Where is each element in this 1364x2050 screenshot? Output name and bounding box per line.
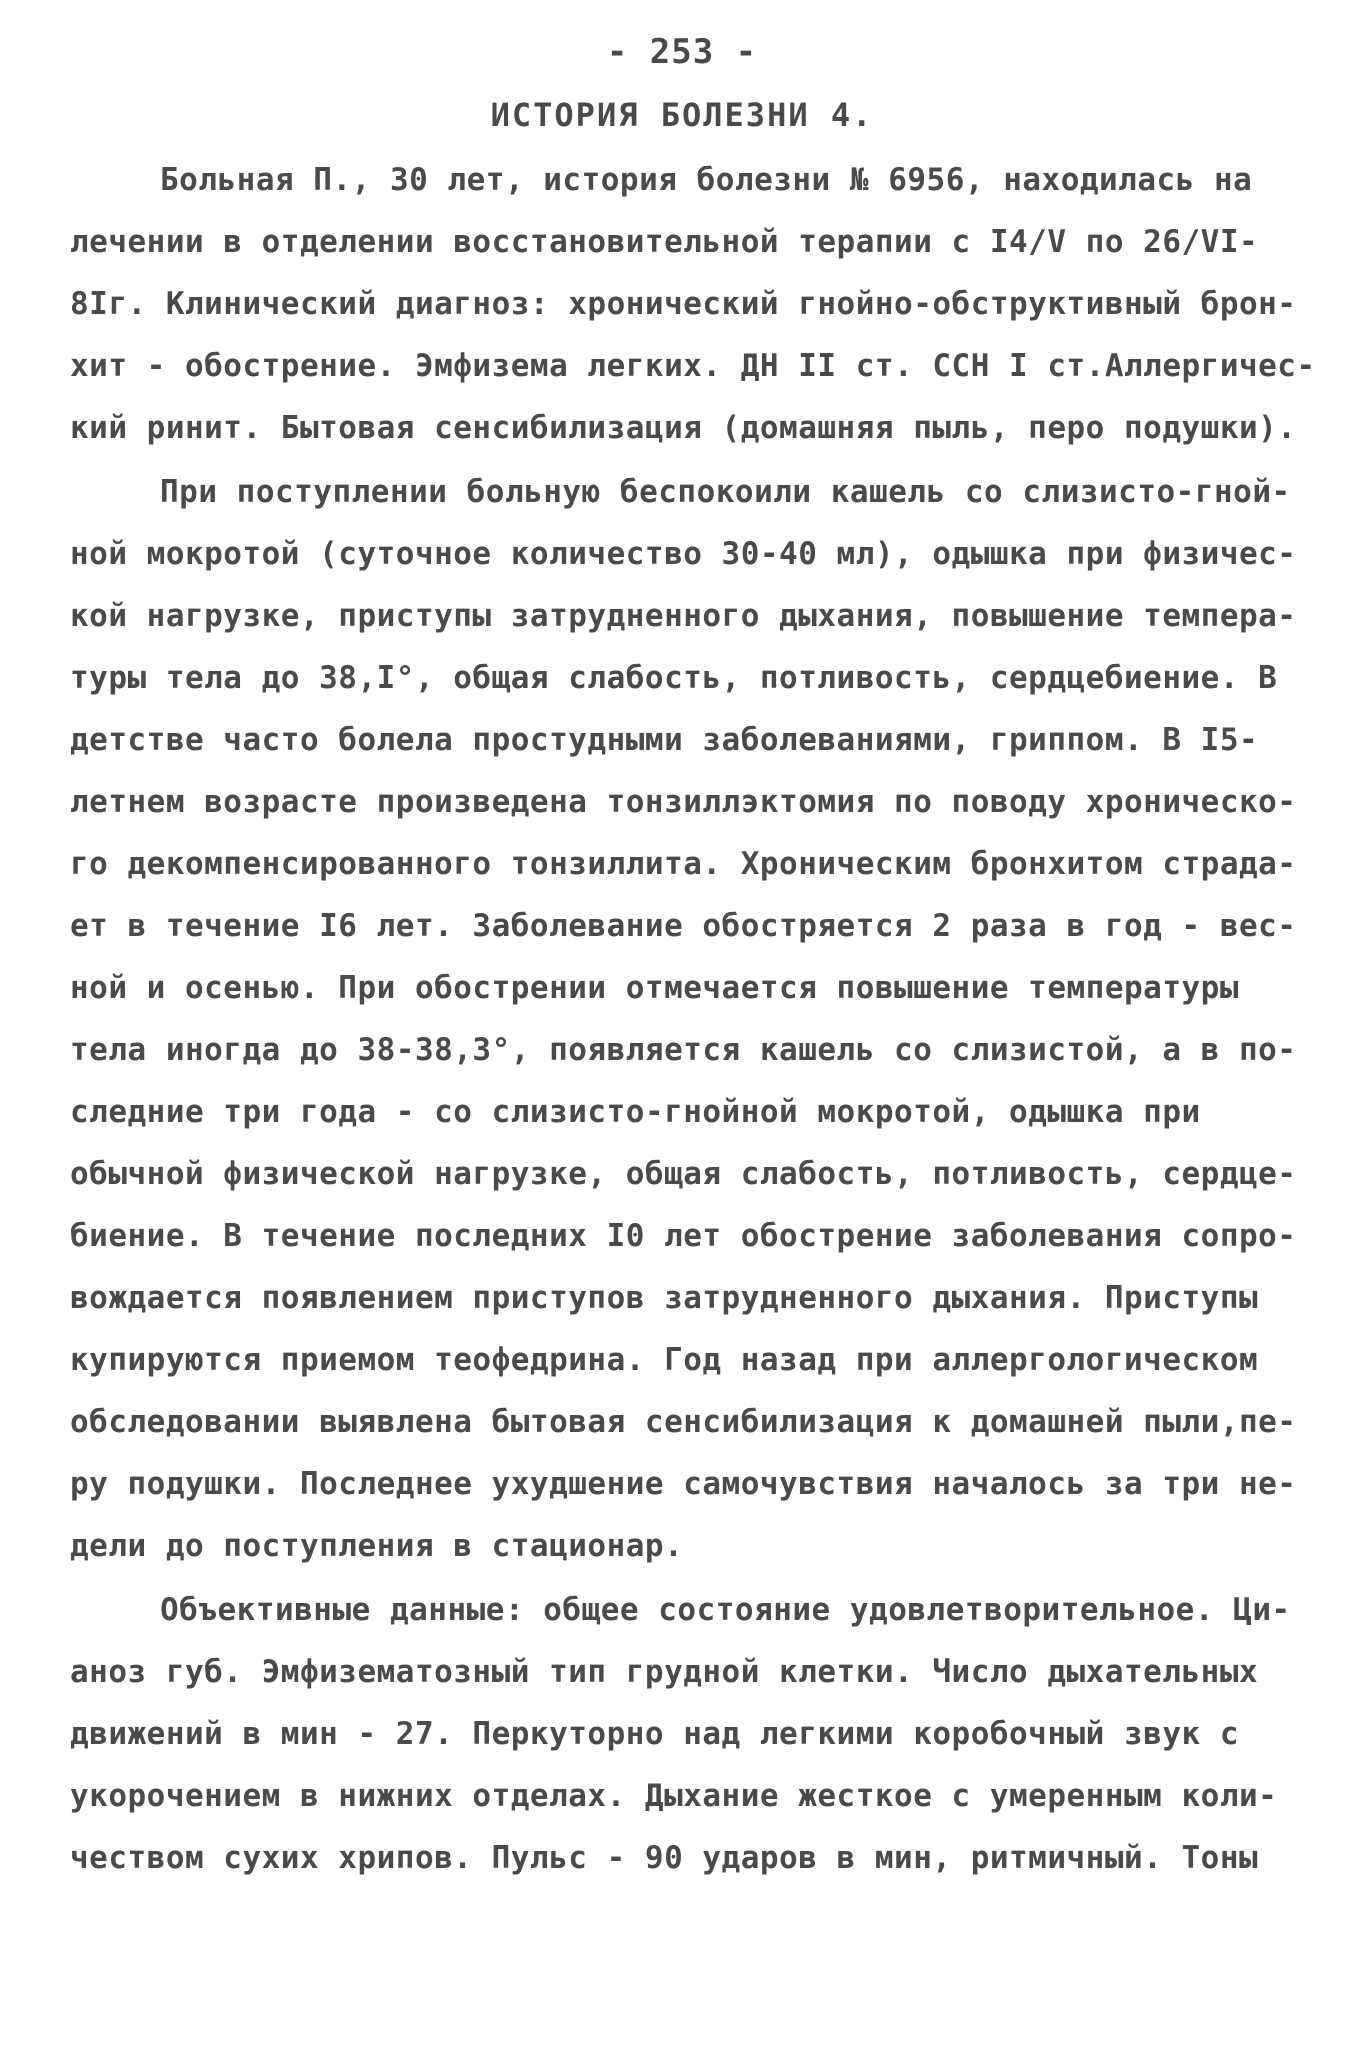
paragraph-3-line-4: укорочением в нижних отделах. Дыхание жесткое с умеренным коли- [70,1778,1278,1814]
page-number: - 253 - [606,32,758,72]
paragraph-1-line-4: хит - обострение. Эмфизема легких. ДН II ст. ССН I ст.Аллергичес- [70,348,1316,384]
paragraph-2-line-17: ру подушки. Последнее ухудшение самочувствия началось за три не- [70,1466,1297,1502]
paragraph-2-line-5: детстве часто болела простудными заболеваниями, гриппом. В I5- [70,722,1259,758]
case-heading: ИСТОРИЯ БОЛЕЗНИ 4. [490,96,874,134]
paragraph-2-line-16: обследовании выявлена бытовая сенсибилизация к домашней пыли,пе- [70,1404,1297,1440]
paragraph-3-line-5: чеством сухих хрипов. Пульс - 90 ударов в мин, ритмичный. Тоны [70,1840,1259,1876]
paragraph-3-line-3: движений в мин - 27. Перкуторно над легкими коробочный звук с [70,1716,1239,1752]
paragraph-2-line-11: следние три года - со слизисто-гнойной мокротой, одышка при [70,1094,1201,1130]
paragraph-2-line-14: вождается появлением приступов затрудненного дыхания. Приступы [70,1280,1259,1316]
paragraph-1-line-2: лечении в отделении восстановительной терапии с I4/V по 26/VI- [70,224,1259,260]
paragraph-1-line-1: Больная П., 30 лет, история болезни № 6956, находилась на [160,162,1253,198]
paragraph-3-line-1: Объективные данные: общее состояние удовлетворительное. Ци- [160,1592,1291,1628]
paragraph-2-line-9: ной и осенью. При обострении отмечается повышение температуры [70,970,1239,1006]
paragraph-1-line-3: 8Iг. Клинический диагноз: хронический гнойно-обструктивный брон- [70,286,1297,322]
paragraph-3-line-2: аноз губ. Эмфизематозный тип грудной клетки. Число дыхательных [70,1654,1259,1690]
paragraph-2-line-18: дели до поступления в стационар. [70,1528,684,1564]
paragraph-2-line-10: тела иногда до 38-38,3°, появляется кашель со слизистой, а в по- [70,1032,1297,1068]
paragraph-2-line-12: обычной физической нагрузке, общая слабость, потливость, сердце- [70,1156,1297,1192]
paragraph-2-line-1: При поступлении больную беспокоили кашель со слизисто-гной- [160,474,1291,510]
paragraph-2-line-4: туры тела до 38,I°, общая слабость, потливость, сердцебиение. В [70,660,1278,696]
paragraph-2-line-6: летнем возрасте произведена тонзиллэктомия по поводу хроническо- [70,784,1297,820]
paragraph-2-line-13: биение. В течение последних I0 лет обострение заболевания сопро- [70,1218,1297,1254]
paragraph-2-line-7: го декомпенсированного тонзиллита. Хроническим бронхитом страда- [70,846,1297,882]
paragraph-2-line-15: купируются приемом теофедрина. Год назад при аллергологическом [70,1342,1259,1378]
paragraph-2-line-8: ет в течение I6 лет. Заболевание обостряется 2 раза в год - вес- [70,908,1297,944]
paragraph-2-line-3: кой нагрузке, приступы затрудненного дыхания, повышение темпера- [70,598,1297,634]
paragraph-1-line-5: кий ринит. Бытовая сенсибилизация (домашняя пыль, перо подушки). [70,410,1297,446]
paragraph-2-line-2: ной мокротой (суточное количество 30-40 мл), одышка при физичес- [70,536,1297,572]
